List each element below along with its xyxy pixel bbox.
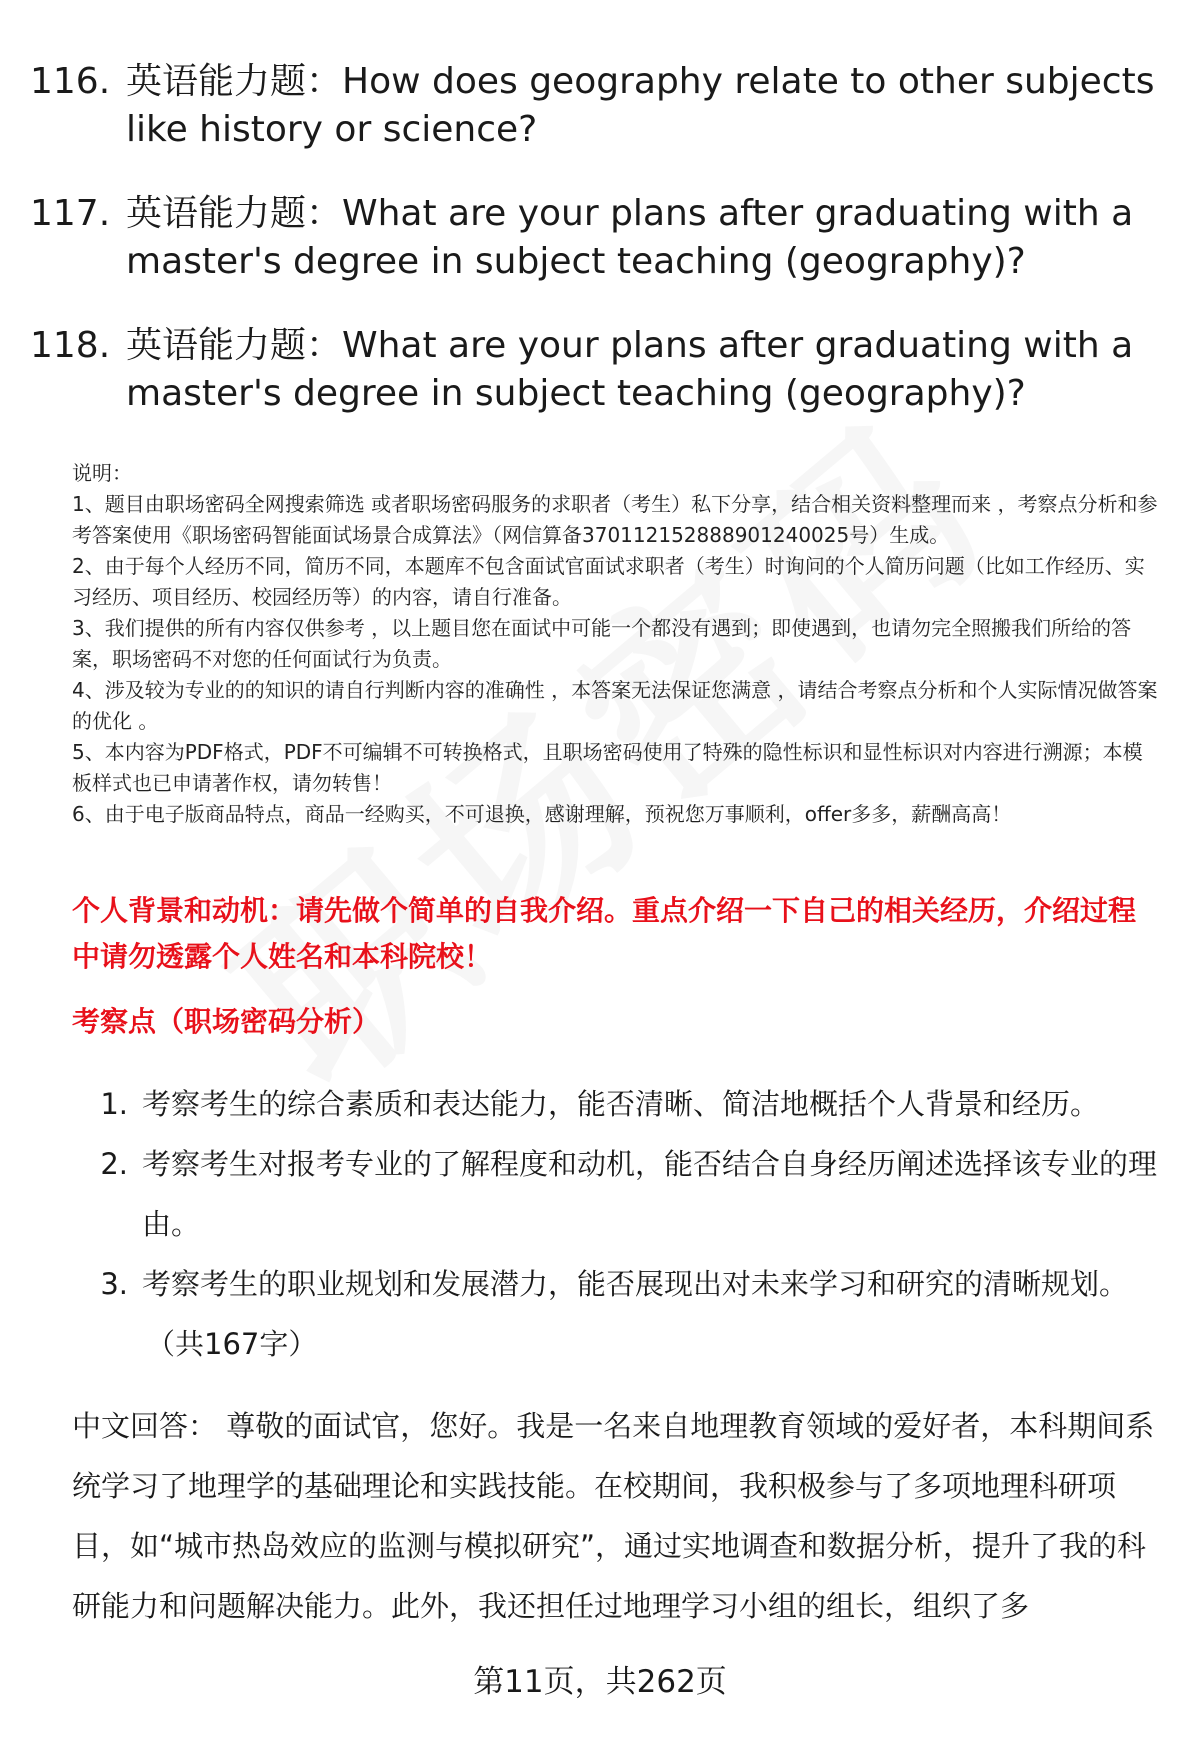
question-item (30, 58, 1170, 154)
question-item (30, 322, 1170, 418)
word-count: （共167字） (146, 1327, 318, 1361)
question-number: 116. (30, 61, 111, 102)
question-number: 117. (30, 193, 111, 234)
answer-text: 中文回答： 尊敬的面试官，您好。我是一名来自地理教育领域的爱好者，本科期间系统学习了地理学的基础理论和实践技能。在校期间，我积极参与了多项地理科研项目，如“城市热岛效应的监测与模拟研究”，通过实地调查和数据分析，提升了我的科研能力和问题解决能力。此外，我还担任过地理学习小组的组长，组织了多 (72, 1409, 1155, 1623)
point-text: 考察考生的职业规划和发展潜力，能否展现出对未来学习和研究的清晰规划。 (142, 1267, 1129, 1301)
note-item: 6、由于电子版商品特点，商品一经购买，不可退换，感谢理解，预祝您万事顺利，offer多多，薪酬高高！ (72, 802, 1012, 826)
notes-block (72, 458, 1158, 830)
question-list (30, 58, 1170, 454)
point-item (72, 1074, 1158, 1134)
point-number: 2. (100, 1147, 128, 1181)
point-item (72, 1134, 1158, 1254)
assessment-points (72, 1074, 1158, 1374)
note-item: 5、本内容为PDF格式，PDF不可编辑不可转换格式，且职场密码使用了特殊的隐性标识和显性标识对内容进行溯源；本模板样式也已申请著作权，请勿转售！ (72, 740, 1143, 795)
notes-title: 说明： (72, 461, 132, 485)
point-text: 考察考生对报考专业的了解程度和动机，能否结合自身经历阐述选择该专业的理由。 (142, 1147, 1158, 1241)
note-item: 3、我们提供的所有内容仅供参考 ，以上题目您在面试中可能一个都没有遇到；即使遇到，也请勿完全照搬我们所给的答案，职场密码不对您的任何面试行为负责。 (72, 616, 1132, 671)
point-number: 1. (100, 1087, 128, 1121)
question-text: 英语能力题：How does geography relate to other subjects like history or science? (126, 61, 1155, 150)
page-footer: 第11页，共262页 (473, 1664, 727, 1700)
question-text: 英语能力题：What are your plans after graduating with a master's degree in subject teaching (geography)? (126, 325, 1134, 414)
note-item: 2、由于每个人经历不同，简历不同，本题库不包含面试官面试求职者（考生）时询问的个人简历问题（比如工作经历、实习经历、项目经历、校园经历等）的内容，请自行准备。 (72, 554, 1145, 609)
point-text: 考察考生的综合素质和表达能力，能否清晰、简洁地概括个人背景和经历。 (142, 1087, 1100, 1121)
question-text: 英语能力题：What are your plans after graduating with a master's degree in subject teaching (geography)? (126, 193, 1134, 282)
note-item: 1、题目由职场密码全网搜索筛选 或者职场密码服务的求职者（考生）私下分享，结合相关资料整理而来 ，考察点分析和参考答案使用《职场密码智能面试场景合成算法》（网信算备370112152888901240025号）生成。 (72, 492, 1158, 547)
section-subheading: 考察点（职场密码分析） (72, 1005, 381, 1038)
note-item: 4、涉及较为专业的的知识的请自行判断内容的准确性 ，本答案无法保证您满意 ，请结合考察点分析和个人实际情况做答案的优化 。 (72, 678, 1158, 733)
question-number: 118. (30, 325, 111, 366)
point-number: 3. (100, 1267, 128, 1301)
section-heading: 个人背景和动机：请先做个简单的自我介绍。重点介绍一下自己的相关经历，介绍过程中请勿透露个人姓名和本科院校！ (72, 894, 1137, 973)
point-item (72, 1254, 1158, 1314)
question-item (30, 190, 1170, 286)
answer-block (72, 1396, 1158, 1636)
